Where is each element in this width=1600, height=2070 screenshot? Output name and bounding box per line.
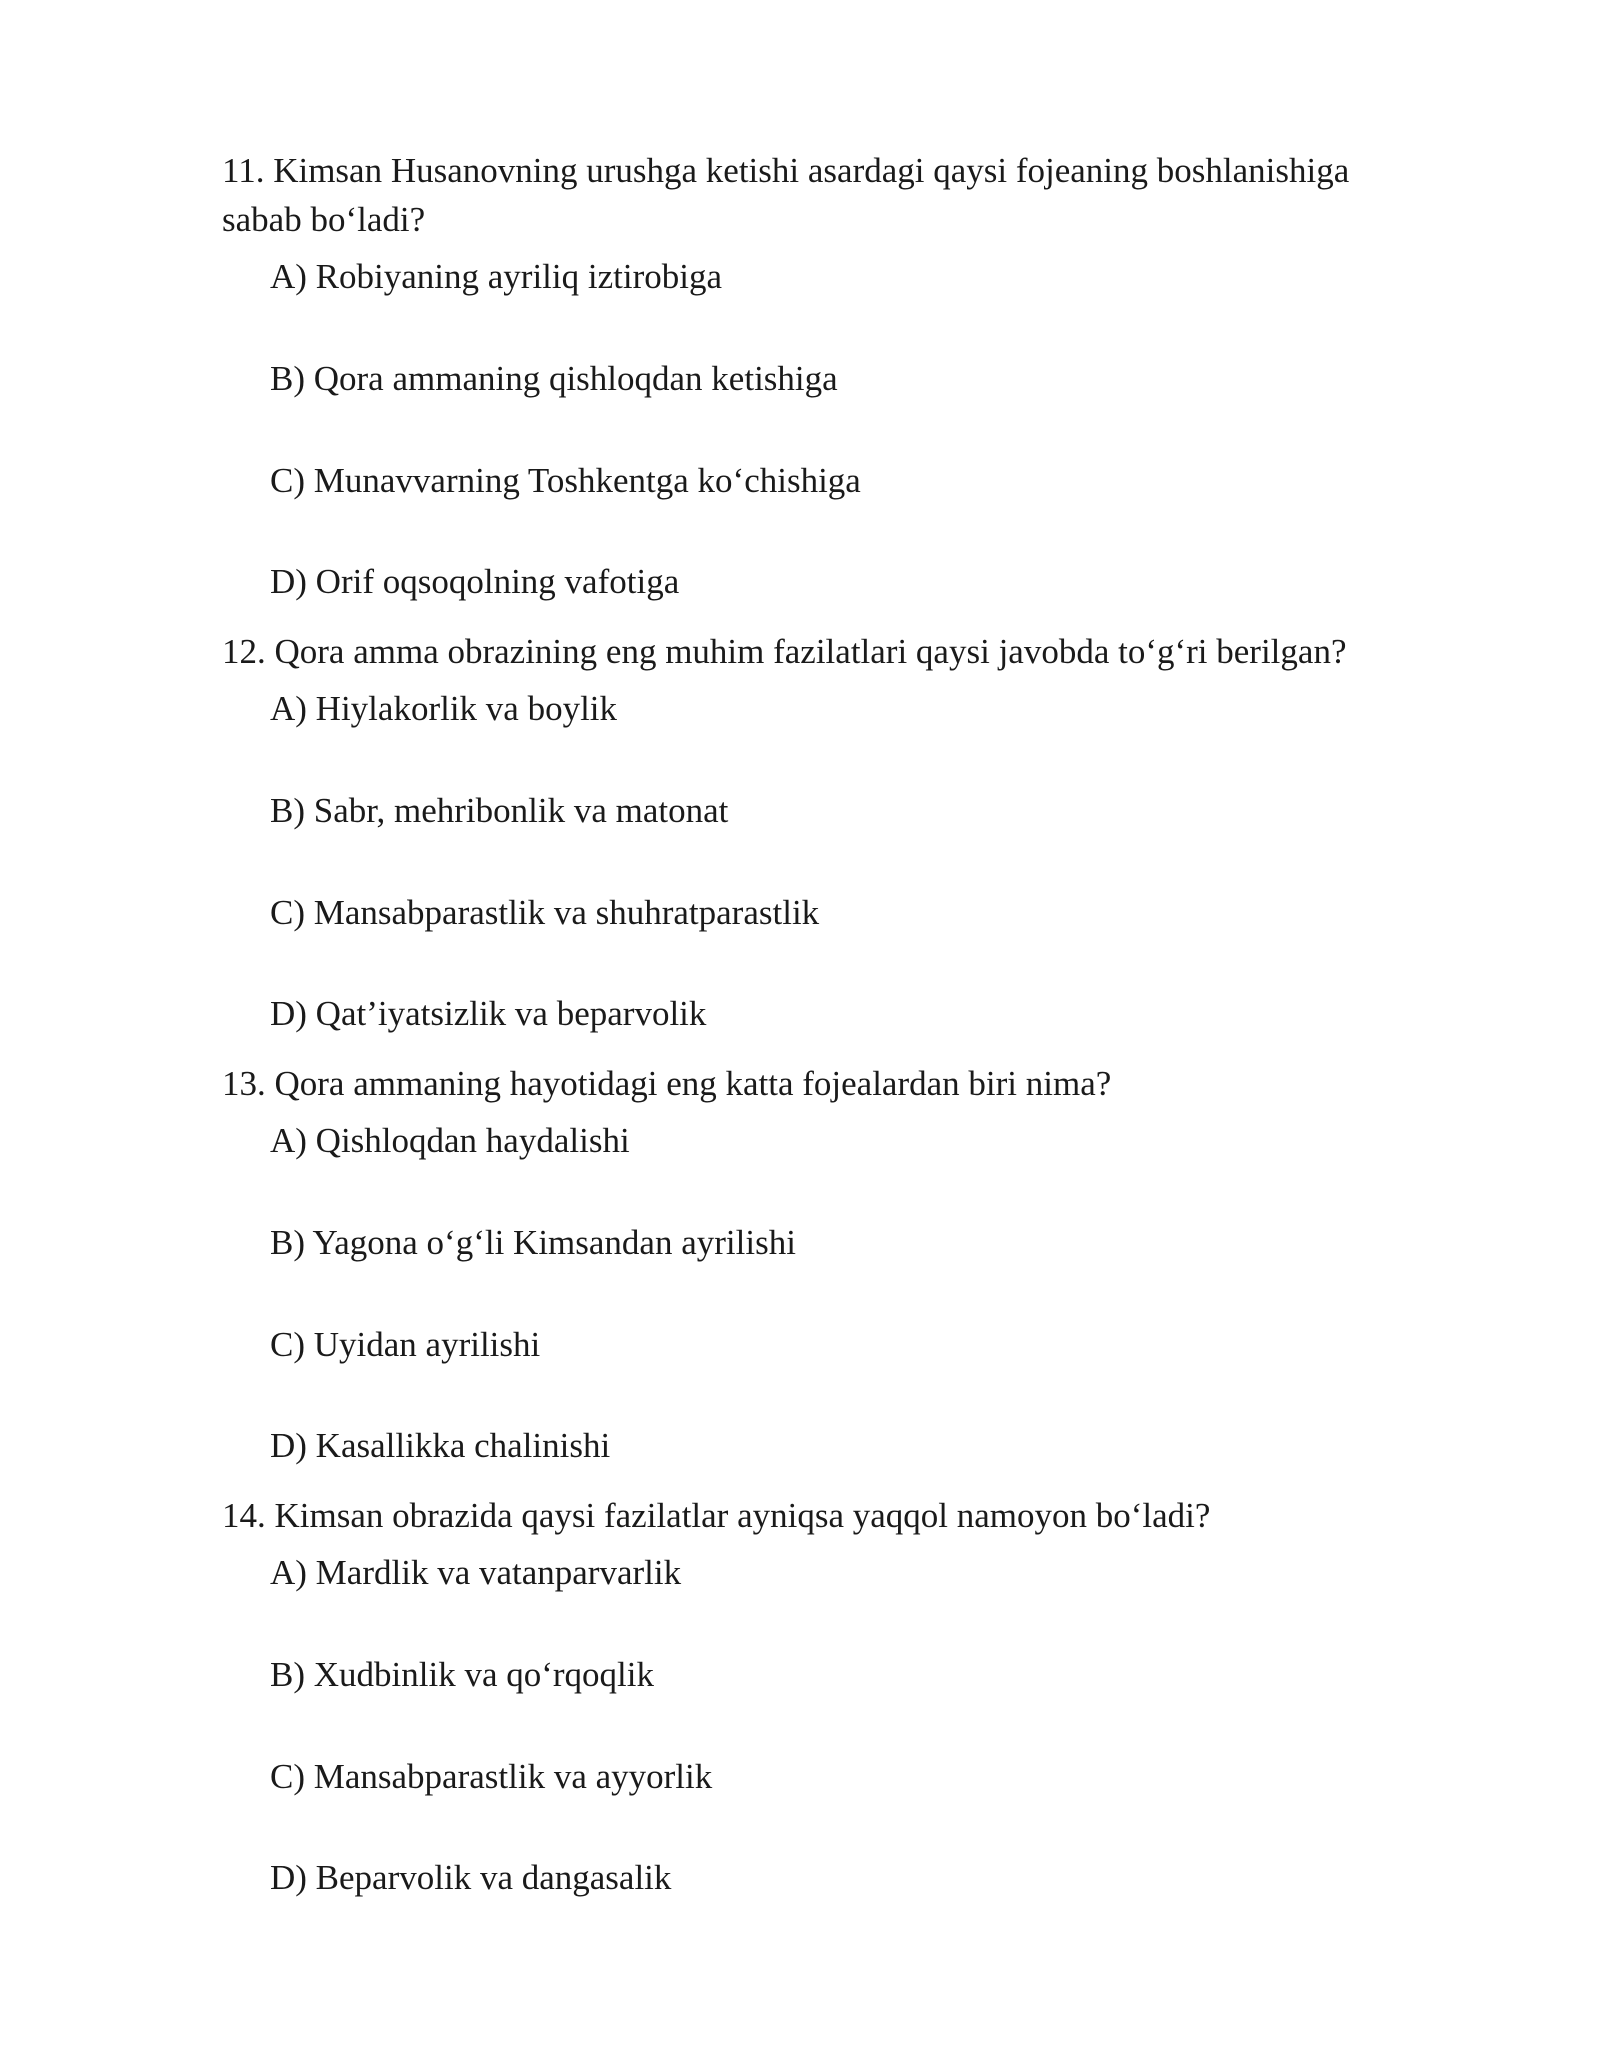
question-11-option-c: C) Munavvarning Toshkentga ko‘chishiga (270, 461, 861, 500)
question-12-option-d: D) Qat’iyatsizlik va beparvolik (270, 994, 707, 1033)
question-13-option-a: A) Qishloqdan haydalishi (270, 1121, 630, 1160)
question-11-option-a: A) Robiyaning ayriliq iztirobiga (270, 257, 722, 296)
question-11-option-b: B) Qora ammaning qishloqdan ketishiga (270, 359, 838, 398)
question-14-text: 14. Kimsan obrazida qaysi fazilatlar ayniqsa yaqqol namoyon bo‘ladi? (222, 1496, 1211, 1535)
question-12-option-c: C) Mansabparastlik va shuhratparastlik (270, 893, 820, 932)
question-12-option-b: B) Sabr, mehribonlik va matonat (270, 791, 729, 830)
question-13-option-d: D) Kasallikka chalinishi (270, 1426, 611, 1465)
question-13-option-c: C) Uyidan ayrilishi (270, 1325, 541, 1364)
question-12-option-a: A) Hiylakorlik va boylik (270, 689, 618, 728)
question-14-option-a: A) Mardlik va vatanparvarlik (270, 1553, 682, 1592)
question-11-text: 11. Kimsan Husanovning urushga ketishi asardagi qaysi fojeaning boshlanishiga sabab bo‘ladi? (222, 151, 1350, 239)
question-14-option-b: B) Xudbinlik va qo‘rqoqlik (270, 1655, 654, 1694)
question-14-option-d: D) Beparvolik va dangasalik (270, 1858, 672, 1897)
question-13-text: 13. Qora ammaning hayotidagi eng katta fojealardan biri nima? (222, 1064, 1112, 1103)
question-12-text: 12. Qora amma obrazining eng muhim fazilatlari qaysi javobda to‘g‘ri berilgan? (222, 632, 1347, 671)
question-14-option-c: C) Mansabparastlik va ayyorlik (270, 1757, 713, 1796)
question-13-option-b: B) Yagona o‘g‘li Kimsandan ayrilishi (270, 1223, 796, 1262)
question-11-option-d: D) Orif oqsoqolning vafotiga (270, 562, 680, 601)
